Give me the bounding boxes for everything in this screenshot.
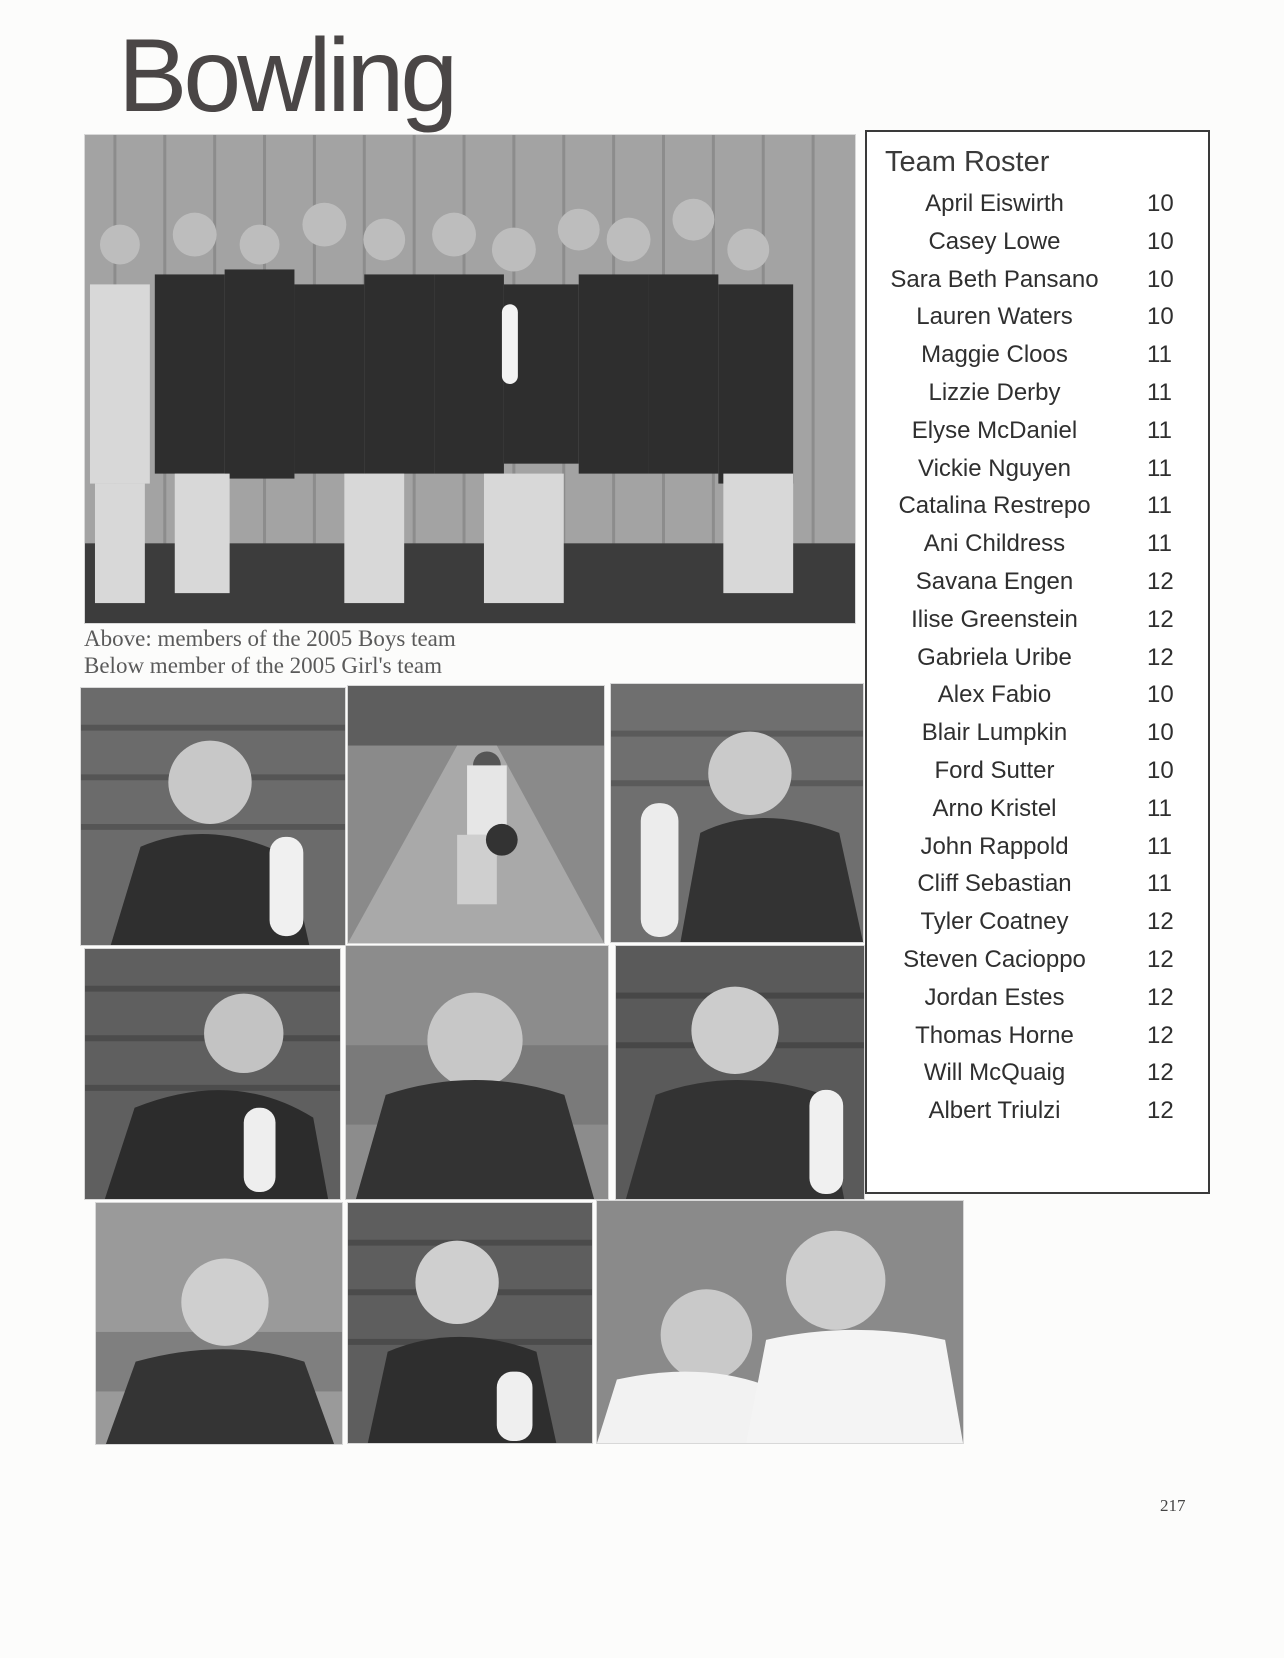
roster-member-grade: 11	[1147, 870, 1172, 898]
roster-row	[867, 568, 1208, 606]
roster-member-name: Gabriela Uribe	[917, 643, 1072, 671]
roster-member-grade: 12	[1147, 983, 1174, 1011]
roster-row	[867, 266, 1208, 304]
roster-row	[867, 757, 1208, 795]
roster-member-grade: 11	[1147, 530, 1172, 558]
roster-row	[867, 984, 1208, 1022]
boys-team-photo	[84, 134, 856, 624]
roster-member-name: Cliff Sebastian	[917, 870, 1072, 898]
roster-member-grade: 12	[1147, 908, 1174, 936]
roster-title: Team Roster	[885, 146, 1050, 178]
roster-member-name: Alex Fabio	[937, 681, 1052, 709]
roster-row	[867, 492, 1208, 530]
roster-member-grade: 11	[1147, 341, 1172, 369]
roster-row	[867, 1097, 1208, 1135]
roster-member-grade: 10	[1147, 681, 1174, 709]
roster-row	[867, 795, 1208, 833]
roster-member-grade: 10	[1147, 756, 1174, 784]
photo-caption	[84, 625, 456, 679]
roster-member-name: Blair Lumpkin	[921, 719, 1068, 747]
roster-member-name: Savana Engen	[915, 567, 1074, 595]
roster-member-grade: 11	[1147, 794, 1172, 822]
roster-row	[867, 228, 1208, 266]
girl-photo-8	[347, 1202, 593, 1444]
roster-row	[867, 1059, 1208, 1097]
roster-member-grade: 12	[1147, 1021, 1174, 1049]
page-title: Bowling	[118, 18, 455, 134]
girl-photo-5	[345, 945, 609, 1200]
roster-member-name: Albert Triulzi	[928, 1097, 1061, 1125]
roster-member-grade: 12	[1147, 1059, 1174, 1087]
roster-member-grade: 11	[1147, 454, 1172, 482]
roster-member-name: Casey Lowe	[928, 227, 1061, 255]
roster-member-name: John Rappold	[920, 832, 1069, 860]
page-number: 217	[1160, 1496, 1186, 1515]
roster-member-name: Tyler Coatney	[920, 908, 1069, 936]
roster-member-grade: 10	[1147, 719, 1174, 747]
roster-row	[867, 417, 1208, 455]
girl-photo-6	[615, 945, 865, 1200]
roster-row	[867, 908, 1208, 946]
roster-member-grade: 12	[1147, 567, 1174, 595]
roster-list	[867, 190, 1208, 1135]
roster-member-name: Maggie Cloos	[921, 341, 1068, 369]
girl-photo-2	[347, 685, 605, 944]
roster-member-name: Sara Beth Pansano	[890, 265, 1099, 293]
roster-row	[867, 530, 1208, 568]
roster-member-name: Vickie Nguyen	[918, 454, 1071, 482]
roster-row	[867, 681, 1208, 719]
roster-member-name: Ilise Greenstein	[911, 605, 1078, 633]
roster-member-grade: 11	[1147, 378, 1172, 406]
roster-member-grade: 10	[1147, 303, 1174, 331]
roster-member-name: Elyse McDaniel	[911, 416, 1078, 444]
roster-row	[867, 946, 1208, 984]
girl-photo-3	[610, 683, 864, 943]
roster-member-name: Ford Sutter	[934, 756, 1055, 784]
roster-member-grade: 10	[1147, 190, 1174, 217]
roster-member-grade: 12	[1147, 1097, 1174, 1125]
roster-member-name: Arno Kristel	[932, 794, 1057, 822]
roster-member-grade: 12	[1147, 945, 1174, 973]
roster-member-name: Catalina Restrepo	[898, 492, 1091, 520]
roster-member-name: Lauren Waters	[916, 303, 1073, 331]
roster-member-grade: 11	[1147, 416, 1172, 444]
team-roster	[865, 130, 1210, 1194]
girl-photo-1	[80, 687, 346, 946]
roster-member-grade: 12	[1147, 605, 1174, 633]
roster-member-grade: 11	[1147, 832, 1172, 860]
roster-row	[867, 1022, 1208, 1060]
roster-member-grade: 12	[1147, 643, 1174, 671]
girl-photo-7	[95, 1202, 343, 1445]
girl-photo-9	[596, 1200, 964, 1444]
roster-member-name: Thomas Horne	[915, 1021, 1074, 1049]
caption-line-boys: Above: members of the 2005 Boys team	[84, 626, 456, 651]
roster-member-grade: 11	[1147, 492, 1172, 520]
roster-row	[867, 606, 1208, 644]
roster-member-name: April Eiswirth	[925, 190, 1064, 217]
roster-member-name: Steven Cacioppo	[903, 945, 1086, 973]
caption-line-girls: Below member of the 2005 Girl's team	[84, 653, 443, 678]
roster-row	[867, 833, 1208, 871]
roster-row	[867, 719, 1208, 757]
roster-row	[867, 870, 1208, 908]
roster-row	[867, 379, 1208, 417]
roster-row	[867, 190, 1208, 228]
roster-member-name: Will McQuaig	[923, 1059, 1066, 1087]
roster-member-name: Jordan Estes	[924, 983, 1065, 1011]
roster-row	[867, 644, 1208, 682]
roster-row	[867, 455, 1208, 493]
roster-member-name: Ani Childress	[923, 530, 1066, 558]
roster-member-grade: 10	[1147, 265, 1174, 293]
roster-member-grade: 10	[1147, 227, 1174, 255]
girl-photo-4	[84, 948, 341, 1200]
roster-row	[867, 341, 1208, 379]
roster-member-name: Lizzie Derby	[928, 378, 1061, 406]
roster-row	[867, 303, 1208, 341]
